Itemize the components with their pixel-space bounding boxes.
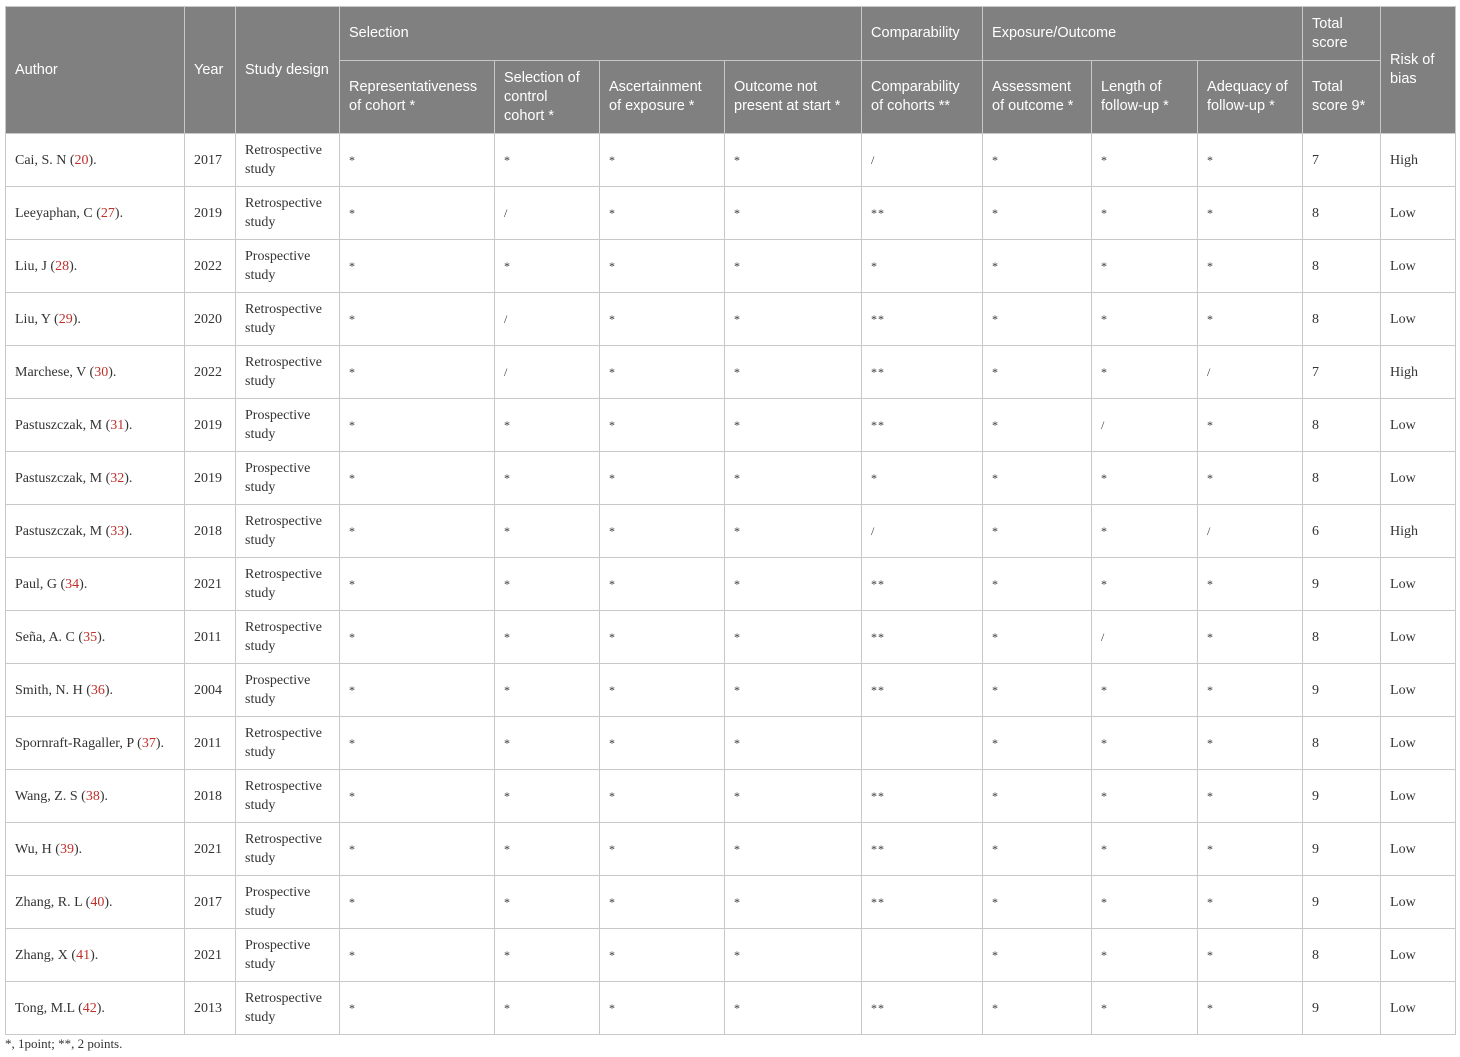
- criterion-cell: *: [1092, 240, 1198, 293]
- criterion-cell: *: [340, 134, 495, 187]
- table-row: [6, 770, 1456, 823]
- risk-of-bias-cell: Low: [1381, 399, 1456, 452]
- criterion-cell: *: [340, 452, 495, 505]
- risk-of-bias-cell: Low: [1381, 558, 1456, 611]
- risk-of-bias-cell: High: [1381, 346, 1456, 399]
- subheader-adequacy-follow-up: Adequacy of follow-up *: [1198, 61, 1303, 134]
- risk-of-bias-cell: High: [1381, 505, 1456, 558]
- total-score-cell: 8: [1303, 240, 1381, 293]
- criterion-cell: *: [983, 346, 1092, 399]
- criterion-cell: **: [862, 558, 983, 611]
- author-cell: Seña, A. C (35).: [6, 611, 185, 664]
- criterion-cell: *: [495, 876, 600, 929]
- reference-link[interactable]: 39: [59, 841, 74, 857]
- criterion-cell: *: [495, 823, 600, 876]
- criterion-cell: *: [340, 664, 495, 717]
- criterion-cell: *: [1092, 558, 1198, 611]
- criterion-cell: *: [340, 823, 495, 876]
- criterion-cell: *: [340, 929, 495, 982]
- author-cell: Smith, N. H (36).: [6, 664, 185, 717]
- study-design-cell: Retrospective study: [236, 770, 340, 823]
- criterion-cell: *: [600, 346, 725, 399]
- total-score-cell: 7: [1303, 134, 1381, 187]
- criterion-cell: *: [340, 876, 495, 929]
- year-cell: 2004: [185, 664, 236, 717]
- criterion-cell: **: [862, 399, 983, 452]
- criterion-cell: /: [495, 293, 600, 346]
- year-cell: 2011: [185, 611, 236, 664]
- criterion-cell: *: [1198, 240, 1303, 293]
- criterion-cell: *: [600, 982, 725, 1035]
- criterion-cell: *: [983, 611, 1092, 664]
- year-cell: 2011: [185, 717, 236, 770]
- criterion-cell: *: [340, 717, 495, 770]
- author-name: Wang, Z. S: [15, 788, 78, 804]
- criterion-cell: *: [495, 717, 600, 770]
- criterion-cell: *: [600, 558, 725, 611]
- criterion-cell: *: [983, 823, 1092, 876]
- criterion-cell: *: [983, 240, 1092, 293]
- total-score-cell: 9: [1303, 876, 1381, 929]
- author-name: Spornraft-Ragaller, P: [15, 735, 134, 751]
- author-cell: Tong, M.L (42).: [6, 982, 185, 1035]
- table-footnote: *, 1point; **, 2 points.: [5, 1036, 123, 1051]
- author-cell: Pastuszczak, M (32).: [6, 452, 185, 505]
- criterion-cell: **: [862, 611, 983, 664]
- header-comparability: Comparability: [862, 7, 983, 61]
- criterion-cell: *: [725, 399, 862, 452]
- criterion-cell: *: [1092, 293, 1198, 346]
- table-row: [6, 929, 1456, 982]
- risk-of-bias-cell: Low: [1381, 982, 1456, 1035]
- risk-of-bias-cell: Low: [1381, 823, 1456, 876]
- reference-link[interactable]: 37: [141, 735, 156, 751]
- reference-link[interactable]: 31: [110, 417, 125, 433]
- author-name: Marchese, V: [15, 364, 87, 380]
- header-study-design: Study design: [236, 7, 340, 134]
- risk-of-bias-cell: Low: [1381, 717, 1456, 770]
- table-row: [6, 558, 1456, 611]
- risk-of-bias-cell: Low: [1381, 611, 1456, 664]
- author-name: Pastuszczak, M: [15, 470, 103, 486]
- criterion-cell: /: [862, 505, 983, 558]
- reference-link[interactable]: 32: [110, 470, 125, 486]
- study-design-cell: Retrospective study: [236, 134, 340, 187]
- risk-of-bias-cell: High: [1381, 134, 1456, 187]
- table-row: [6, 399, 1456, 452]
- risk-of-bias-cell: Low: [1381, 240, 1456, 293]
- criterion-cell: *: [600, 929, 725, 982]
- reference-link[interactable]: 30: [94, 364, 109, 380]
- author-name: Smith, N. H: [15, 682, 83, 698]
- year-cell: 2019: [185, 187, 236, 240]
- reference-link[interactable]: 20: [74, 152, 89, 168]
- header-author: Author: [6, 7, 185, 134]
- criterion-cell: *: [983, 982, 1092, 1035]
- criterion-cell: /: [495, 346, 600, 399]
- table-body: [6, 134, 1456, 1035]
- risk-of-bias-cell: Low: [1381, 876, 1456, 929]
- criterion-cell: *: [983, 717, 1092, 770]
- table-row: [6, 982, 1456, 1035]
- criterion-cell: *: [1092, 982, 1198, 1035]
- author-name: Tong, M.L: [15, 1000, 75, 1016]
- table-row: [6, 664, 1456, 717]
- criterion-cell: *: [600, 134, 725, 187]
- year-cell: 2021: [185, 823, 236, 876]
- header-exposure-outcome: Exposure/Outcome: [983, 7, 1303, 61]
- criterion-cell: *: [725, 664, 862, 717]
- author-cell: Leeyaphan, C (27).: [6, 187, 185, 240]
- year-cell: 2019: [185, 452, 236, 505]
- criterion-cell: *: [725, 134, 862, 187]
- criterion-cell: *: [983, 505, 1092, 558]
- reference-link[interactable]: 34: [65, 576, 80, 592]
- reference-link[interactable]: 27: [100, 205, 115, 221]
- criterion-cell: **: [862, 346, 983, 399]
- criterion-cell: **: [862, 664, 983, 717]
- criterion-cell: *: [725, 876, 862, 929]
- year-cell: 2017: [185, 876, 236, 929]
- total-score-cell: 8: [1303, 399, 1381, 452]
- criterion-cell: /: [1198, 505, 1303, 558]
- criterion-cell: *: [1198, 399, 1303, 452]
- criterion-cell: *: [340, 346, 495, 399]
- year-cell: 2022: [185, 240, 236, 293]
- study-design-cell: Prospective study: [236, 240, 340, 293]
- author-cell: Zhang, R. L (40).: [6, 876, 185, 929]
- year-cell: 2022: [185, 346, 236, 399]
- criterion-cell: *: [340, 505, 495, 558]
- criterion-cell: *: [1198, 823, 1303, 876]
- criterion-cell: /: [1198, 346, 1303, 399]
- risk-of-bias-cell: Low: [1381, 929, 1456, 982]
- year-cell: 2019: [185, 399, 236, 452]
- criterion-cell: *: [1092, 770, 1198, 823]
- total-score-cell: 9: [1303, 770, 1381, 823]
- criterion-cell: **: [862, 876, 983, 929]
- criterion-cell: *: [983, 399, 1092, 452]
- quality-assessment-table: [5, 6, 1456, 1035]
- criterion-cell: *: [725, 558, 862, 611]
- criterion-cell: *: [600, 717, 725, 770]
- criterion-cell: /: [1092, 611, 1198, 664]
- study-design-cell: Retrospective study: [236, 982, 340, 1035]
- author-name: Liu, Y: [15, 311, 51, 327]
- table-row: [6, 187, 1456, 240]
- study-design-cell: Prospective study: [236, 929, 340, 982]
- criterion-cell: *: [1092, 505, 1198, 558]
- criterion-cell: *: [600, 187, 725, 240]
- table-row: [6, 346, 1456, 399]
- header-selection: Selection: [340, 7, 862, 61]
- subheader-ascertainment: Ascertainment of exposure *: [600, 61, 725, 134]
- total-score-cell: 9: [1303, 664, 1381, 717]
- criterion-cell: *: [1198, 982, 1303, 1035]
- total-score-cell: 8: [1303, 187, 1381, 240]
- criterion-cell: *: [1092, 823, 1198, 876]
- study-design-cell: Prospective study: [236, 452, 340, 505]
- subheader-representativeness: Representativeness of cohort *: [340, 61, 495, 134]
- author-name: Pastuszczak, M: [15, 417, 103, 433]
- criterion-cell: *: [983, 770, 1092, 823]
- criterion-cell: *: [1198, 611, 1303, 664]
- table-row: [6, 611, 1456, 664]
- author-cell: Pastuszczak, M (33).: [6, 505, 185, 558]
- year-cell: 2021: [185, 929, 236, 982]
- criterion-cell: *: [340, 187, 495, 240]
- author-name: Liu, J: [15, 258, 47, 274]
- year-cell: 2021: [185, 558, 236, 611]
- author-name: Seña, A. C: [15, 629, 75, 645]
- table-row: [6, 876, 1456, 929]
- criterion-cell: *: [600, 293, 725, 346]
- criterion-cell: *: [340, 611, 495, 664]
- criterion-cell: *: [600, 611, 725, 664]
- header-total-score: Total score: [1303, 7, 1381, 61]
- criterion-cell: *: [983, 134, 1092, 187]
- criterion-cell: *: [725, 187, 862, 240]
- criterion-cell: *: [725, 982, 862, 1035]
- criterion-cell: *: [495, 452, 600, 505]
- criterion-cell: *: [1198, 929, 1303, 982]
- year-cell: 2020: [185, 293, 236, 346]
- author-name: Pastuszczak, M: [15, 523, 103, 539]
- total-score-cell: 8: [1303, 929, 1381, 982]
- year-cell: 2018: [185, 505, 236, 558]
- criterion-cell: *: [600, 876, 725, 929]
- reference-link[interactable]: 35: [83, 629, 98, 645]
- criterion-cell: *: [495, 505, 600, 558]
- subheader-comparability-cohorts: Comparability of cohorts **: [862, 61, 983, 134]
- study-design-cell: Retrospective study: [236, 717, 340, 770]
- study-design-cell: Prospective study: [236, 399, 340, 452]
- table-row: [6, 293, 1456, 346]
- table-row: [6, 452, 1456, 505]
- total-score-cell: 9: [1303, 982, 1381, 1035]
- criterion-cell: **: [862, 770, 983, 823]
- criterion-cell: *: [600, 823, 725, 876]
- author-cell: Spornraft-Ragaller, P (37).: [6, 717, 185, 770]
- criterion-cell: *: [725, 823, 862, 876]
- criterion-cell: *: [1198, 770, 1303, 823]
- criterion-cell: *: [983, 929, 1092, 982]
- reference-link[interactable]: 28: [55, 258, 70, 274]
- table-row: [6, 717, 1456, 770]
- criterion-cell: *: [725, 929, 862, 982]
- criterion-cell: *: [1092, 187, 1198, 240]
- criterion-cell: **: [862, 187, 983, 240]
- criterion-cell: *: [600, 505, 725, 558]
- criterion-cell: /: [495, 187, 600, 240]
- total-score-cell: 8: [1303, 452, 1381, 505]
- criterion-cell: *: [495, 770, 600, 823]
- criterion-cell: *: [725, 770, 862, 823]
- table-row: [6, 823, 1456, 876]
- total-score-cell: 8: [1303, 611, 1381, 664]
- author-name: Paul, G: [15, 576, 57, 592]
- study-design-cell: Retrospective study: [236, 558, 340, 611]
- criterion-cell: *: [600, 664, 725, 717]
- criterion-cell: *: [983, 452, 1092, 505]
- header-risk-of-bias: Risk of bias: [1381, 7, 1456, 134]
- table-row: [6, 505, 1456, 558]
- author-name: Leeyaphan, C: [15, 205, 93, 221]
- author-name: Cai, S. N: [15, 152, 67, 168]
- criterion-cell: *: [725, 240, 862, 293]
- reference-link[interactable]: 29: [58, 311, 73, 327]
- table-header: [6, 7, 1456, 134]
- criterion-cell: *: [495, 929, 600, 982]
- author-cell: Zhang, X (41).: [6, 929, 185, 982]
- criterion-cell: **: [862, 823, 983, 876]
- risk-of-bias-cell: Low: [1381, 293, 1456, 346]
- criterion-cell: *: [1092, 876, 1198, 929]
- criterion-cell: /: [1092, 399, 1198, 452]
- study-design-cell: Retrospective study: [236, 187, 340, 240]
- criterion-cell: *: [600, 770, 725, 823]
- criterion-cell: *: [983, 664, 1092, 717]
- subheader-total-score-9: Total score 9*: [1303, 61, 1381, 134]
- criterion-cell: /: [862, 134, 983, 187]
- criterion-cell: *: [1198, 558, 1303, 611]
- criterion-cell: *: [725, 346, 862, 399]
- study-design-cell: Prospective study: [236, 664, 340, 717]
- subheader-length-follow-up: Length of follow-up *: [1092, 61, 1198, 134]
- criterion-cell: *: [495, 399, 600, 452]
- criterion-cell: *: [600, 240, 725, 293]
- criterion-cell: *: [1092, 346, 1198, 399]
- criterion-cell: *: [495, 240, 600, 293]
- criterion-cell: *: [340, 770, 495, 823]
- criterion-cell: **: [862, 293, 983, 346]
- criterion-cell: *: [983, 293, 1092, 346]
- criterion-cell: *: [600, 399, 725, 452]
- author-cell: Pastuszczak, M (31).: [6, 399, 185, 452]
- criterion-cell: *: [340, 293, 495, 346]
- criterion-cell: *: [1092, 717, 1198, 770]
- author-name: Zhang, X: [15, 947, 68, 963]
- author-cell: Marchese, V (30).: [6, 346, 185, 399]
- risk-of-bias-cell: Low: [1381, 452, 1456, 505]
- criterion-cell: [862, 717, 983, 770]
- criterion-cell: *: [495, 611, 600, 664]
- author-cell: Wang, Z. S (38).: [6, 770, 185, 823]
- criterion-cell: *: [725, 452, 862, 505]
- total-score-cell: 9: [1303, 823, 1381, 876]
- reference-link[interactable]: 36: [90, 682, 105, 698]
- study-design-cell: Prospective study: [236, 876, 340, 929]
- author-cell: Paul, G (34).: [6, 558, 185, 611]
- criterion-cell: *: [495, 134, 600, 187]
- criterion-cell: *: [495, 558, 600, 611]
- criterion-cell: *: [495, 664, 600, 717]
- author-name: Wu, H: [15, 841, 52, 857]
- criterion-cell: *: [600, 452, 725, 505]
- subheader-outcome-not-present: Outcome not present at start *: [725, 61, 862, 134]
- study-design-cell: Retrospective study: [236, 505, 340, 558]
- total-score-cell: 9: [1303, 558, 1381, 611]
- criterion-cell: *: [862, 240, 983, 293]
- reference-link[interactable]: 40: [90, 894, 105, 910]
- criterion-cell: *: [983, 876, 1092, 929]
- criterion-cell: *: [340, 399, 495, 452]
- criterion-cell: *: [983, 558, 1092, 611]
- header-year: Year: [185, 7, 236, 134]
- criterion-cell: *: [725, 717, 862, 770]
- risk-of-bias-cell: Low: [1381, 770, 1456, 823]
- author-cell: Liu, Y (29).: [6, 293, 185, 346]
- author-cell: Liu, J (28).: [6, 240, 185, 293]
- author-name: Zhang, R. L: [15, 894, 83, 910]
- criterion-cell: *: [1198, 134, 1303, 187]
- criterion-cell: *: [1198, 717, 1303, 770]
- total-score-cell: 7: [1303, 346, 1381, 399]
- year-cell: 2017: [185, 134, 236, 187]
- reference-link[interactable]: 33: [110, 523, 125, 539]
- year-cell: 2013: [185, 982, 236, 1035]
- study-design-cell: Retrospective study: [236, 611, 340, 664]
- criterion-cell: *: [862, 452, 983, 505]
- reference-link[interactable]: 42: [82, 1000, 97, 1016]
- criterion-cell: *: [1198, 876, 1303, 929]
- total-score-cell: 8: [1303, 293, 1381, 346]
- study-design-cell: Retrospective study: [236, 346, 340, 399]
- total-score-cell: 8: [1303, 717, 1381, 770]
- criterion-cell: [862, 929, 983, 982]
- criterion-cell: *: [1092, 929, 1198, 982]
- criterion-cell: *: [1198, 187, 1303, 240]
- study-design-cell: Retrospective study: [236, 293, 340, 346]
- author-cell: Cai, S. N (20).: [6, 134, 185, 187]
- criterion-cell: *: [983, 187, 1092, 240]
- criterion-cell: *: [1198, 293, 1303, 346]
- study-design-cell: Retrospective study: [236, 823, 340, 876]
- risk-of-bias-cell: Low: [1381, 664, 1456, 717]
- criterion-cell: *: [725, 611, 862, 664]
- criterion-cell: *: [1092, 664, 1198, 717]
- criterion-cell: *: [1092, 134, 1198, 187]
- criterion-cell: *: [1198, 452, 1303, 505]
- risk-of-bias-cell: Low: [1381, 187, 1456, 240]
- subheader-selection-control: Selection of control cohort *: [495, 61, 600, 134]
- reference-link[interactable]: 41: [76, 947, 91, 963]
- total-score-cell: 6: [1303, 505, 1381, 558]
- subheader-assessment: Assessment of outcome *: [983, 61, 1092, 134]
- table-row: [6, 134, 1456, 187]
- criterion-cell: *: [725, 293, 862, 346]
- criterion-cell: *: [340, 240, 495, 293]
- table-row: [6, 240, 1456, 293]
- reference-link[interactable]: 38: [85, 788, 100, 804]
- criterion-cell: *: [340, 982, 495, 1035]
- criterion-cell: *: [1198, 664, 1303, 717]
- criterion-cell: **: [862, 982, 983, 1035]
- criterion-cell: *: [495, 982, 600, 1035]
- quality-assessment-table-container: [5, 6, 1455, 1035]
- criterion-cell: *: [1092, 452, 1198, 505]
- criterion-cell: *: [725, 505, 862, 558]
- year-cell: 2018: [185, 770, 236, 823]
- criterion-cell: *: [340, 558, 495, 611]
- author-cell: Wu, H (39).: [6, 823, 185, 876]
